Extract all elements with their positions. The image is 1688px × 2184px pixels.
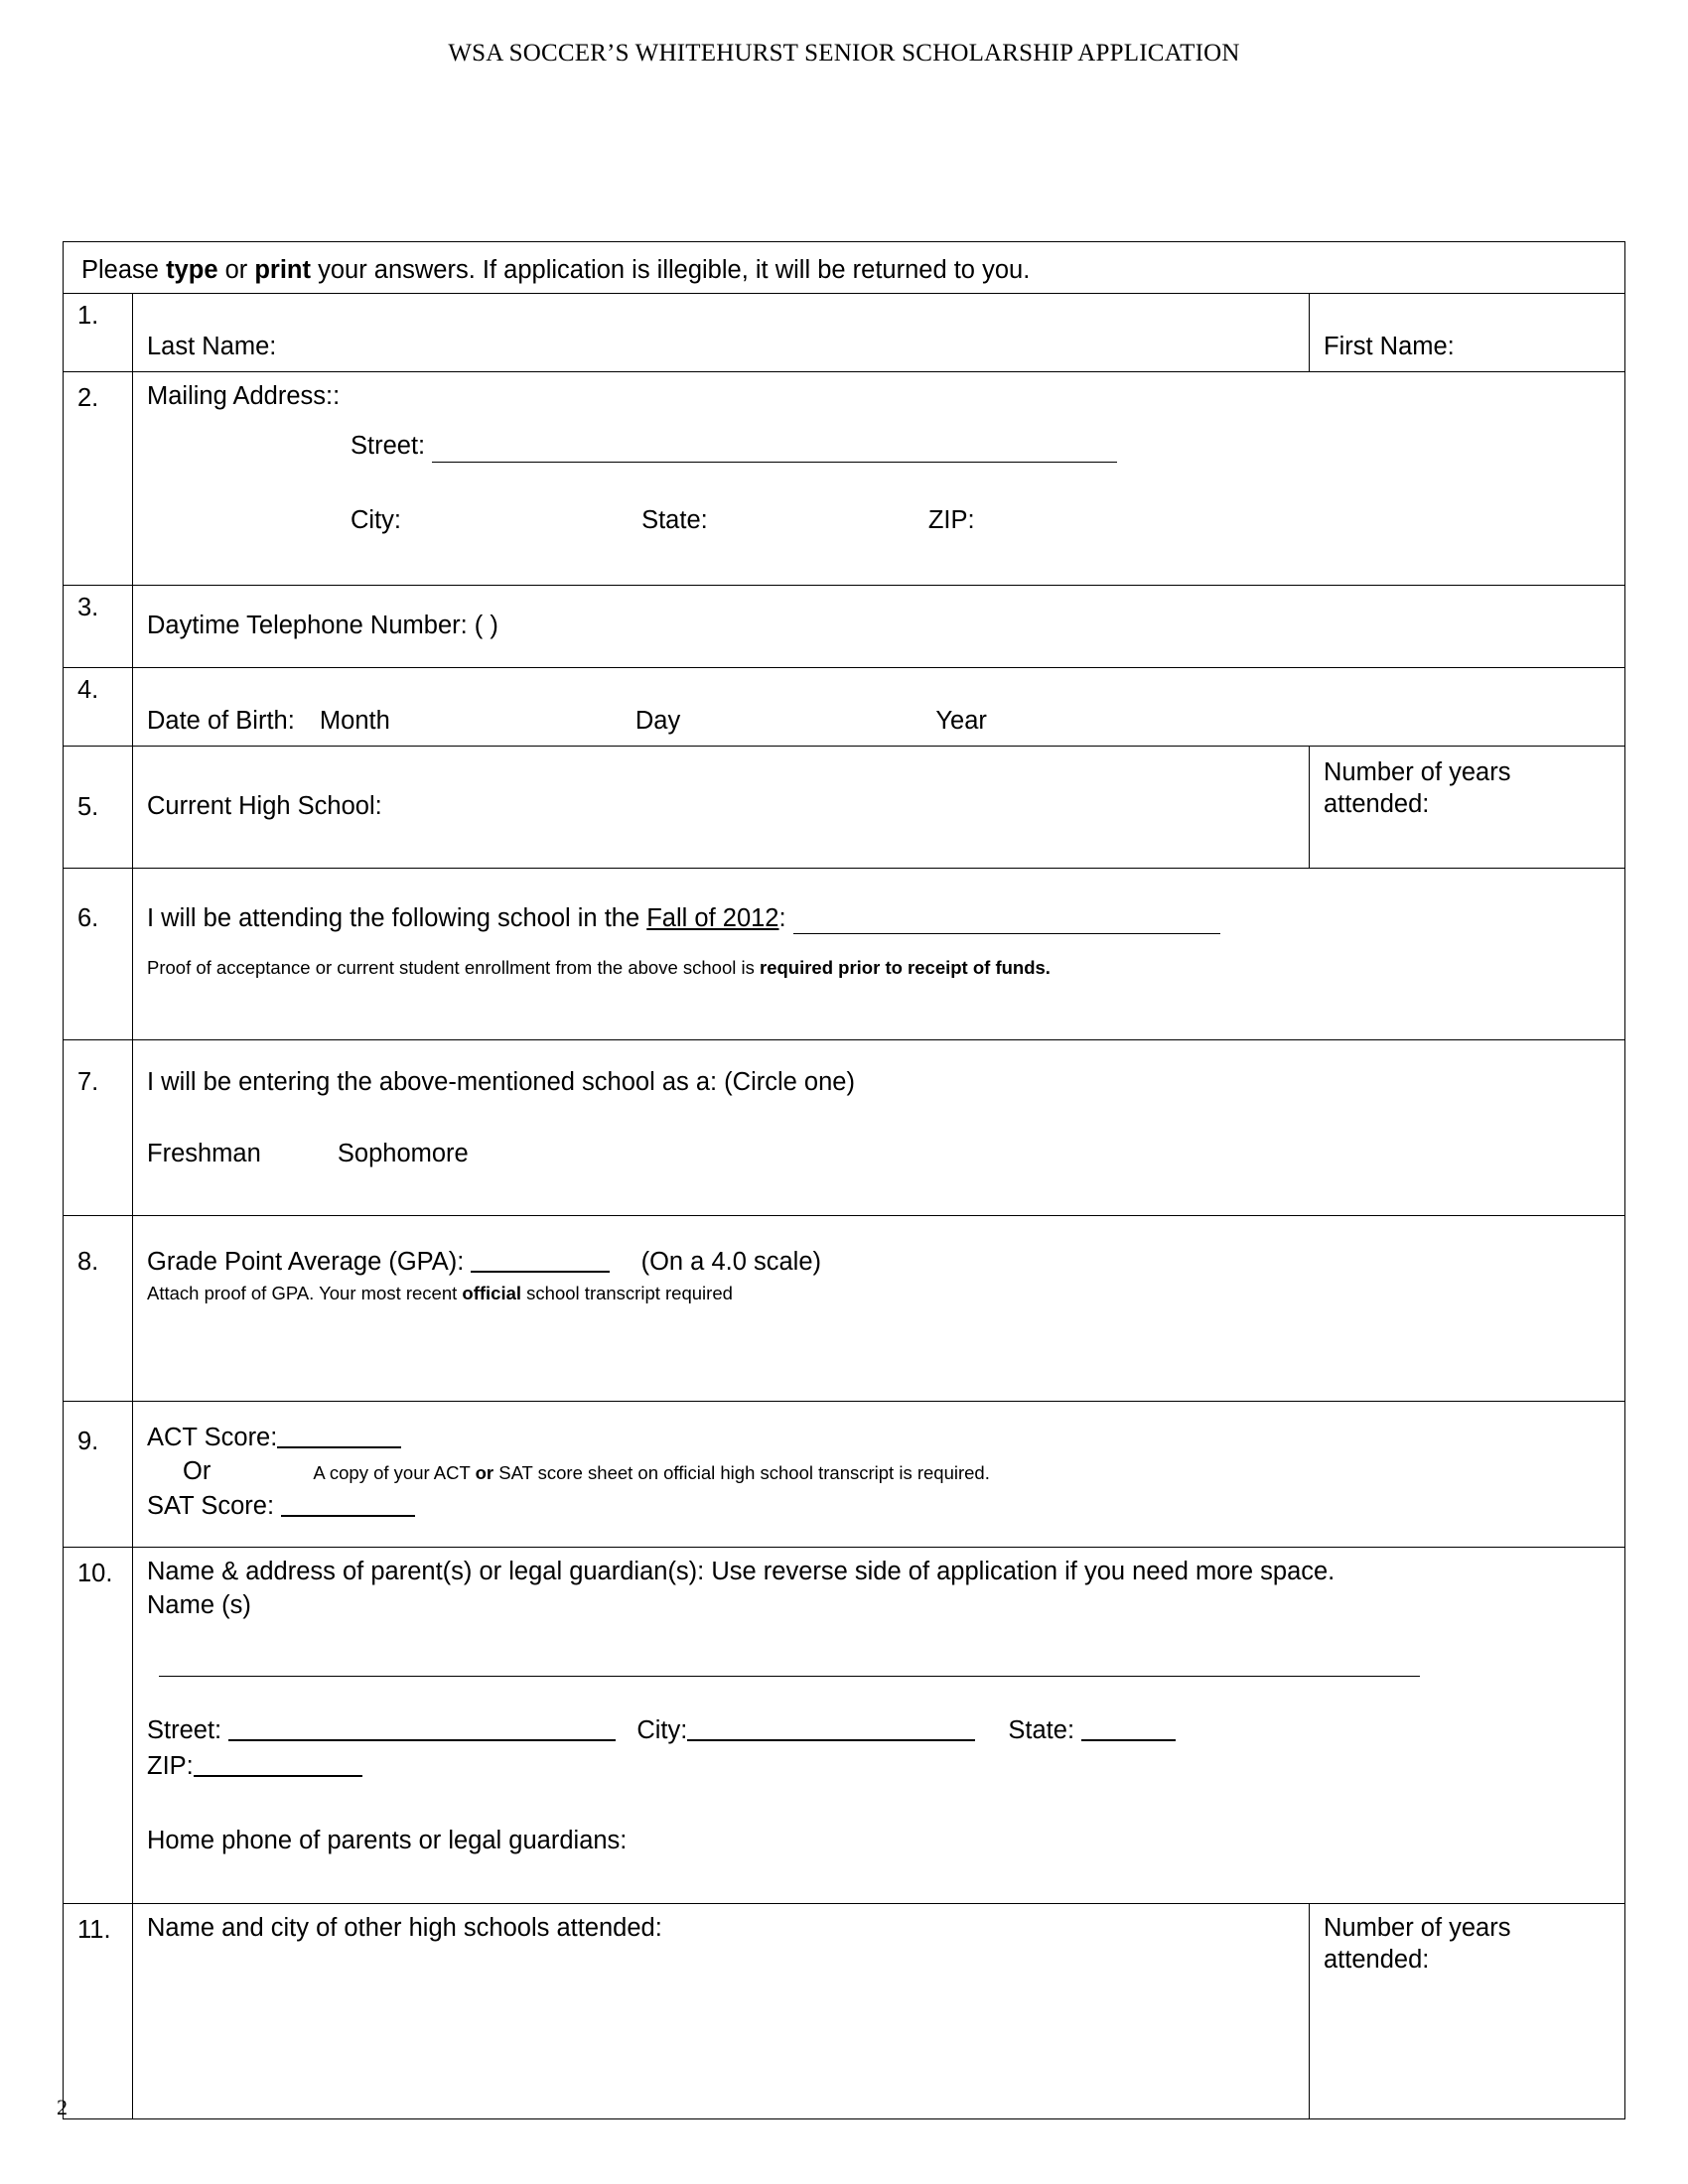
- zip-label: ZIP:: [927, 505, 975, 534]
- gpa-note-bold: official: [462, 1283, 522, 1304]
- intro-text-bold-type: type: [166, 256, 218, 284]
- parents-city-input-line[interactable]: [687, 1739, 975, 1741]
- other-high-schools-label: Name and city of other high schools attended:: [147, 1913, 662, 1942]
- current-high-school-field[interactable]: [133, 746, 1310, 868]
- table-row-test-scores: [64, 1401, 1625, 1547]
- attending-school-term: Fall of 2012: [646, 903, 779, 932]
- attending-school-text-before: I will be attending the following school in the: [147, 903, 647, 932]
- years-attended-field-5[interactable]: [1310, 746, 1625, 868]
- table-row-entering-as: [64, 1039, 1625, 1215]
- form-table: [63, 241, 1625, 2119]
- first-name-label: First Name:: [1324, 333, 1455, 360]
- row-number-9: 9.: [64, 1401, 133, 1547]
- telephone-field[interactable]: [133, 585, 1625, 667]
- gpa-note-part1: Attach proof of GPA. Your most recent: [147, 1283, 463, 1304]
- last-name-label: Last Name:: [147, 333, 277, 360]
- first-name-field[interactable]: [1310, 293, 1625, 371]
- intro-cell: [64, 242, 1625, 294]
- city-label: City:: [351, 505, 401, 534]
- table-row-last-first-name: [64, 293, 1625, 371]
- application-form: [63, 241, 1625, 2119]
- parents-zip-input-line[interactable]: [194, 1775, 362, 1777]
- intro-text-part3: your answers. If application is illegible, it will be returned to you.: [311, 256, 1031, 284]
- row-number-1: 1.: [64, 293, 133, 371]
- table-row-gpa: [64, 1215, 1625, 1401]
- parents-phone-label[interactable]: Home phone of parents or legal guardians:: [147, 1826, 628, 1854]
- form-row-intro: [64, 242, 1625, 294]
- parents-names-label: Name (s): [147, 1591, 251, 1620]
- attending-school-field[interactable]: [133, 868, 1625, 1039]
- row-number-6: 6.: [64, 868, 133, 1039]
- years-attended-field-11[interactable]: [1310, 1903, 1625, 2118]
- parents-state-input-line[interactable]: [1081, 1739, 1176, 1741]
- table-row-current-high-school: [64, 746, 1625, 868]
- years-attended-label-11: Number of years attended:: [1324, 1913, 1511, 1975]
- table-row-other-high-schools: [64, 1903, 1625, 2118]
- parents-names-input-line[interactable]: [159, 1650, 1420, 1677]
- other-high-schools-field[interactable]: [133, 1903, 1310, 2118]
- page-number: 2: [57, 2095, 68, 2119]
- table-row-telephone: [64, 585, 1625, 667]
- parents-street-input-line[interactable]: [228, 1739, 616, 1741]
- act-score-input-line[interactable]: [277, 1446, 401, 1448]
- table-row-parents: [64, 1547, 1625, 1903]
- street-input-line[interactable]: [432, 436, 1117, 463]
- last-name-field[interactable]: [133, 293, 1310, 371]
- entering-as-field[interactable]: [133, 1039, 1625, 1215]
- month-label: Month: [319, 707, 390, 735]
- year-label: Year: [935, 707, 987, 735]
- option-freshman[interactable]: Freshman: [147, 1140, 261, 1168]
- test-scores-note-part2: SAT score sheet on official high school transcript is required.: [493, 1462, 990, 1484]
- attending-school-input-line[interactable]: [793, 908, 1220, 935]
- test-scores-note: [313, 1461, 989, 1485]
- gpa-label-after: (On a 4.0 scale): [640, 1247, 821, 1276]
- sat-score-input-line[interactable]: [281, 1515, 415, 1517]
- parents-field[interactable]: [133, 1547, 1625, 1903]
- intro-text-bold-print: print: [254, 256, 311, 284]
- date-of-birth-label: Date of Birth:: [147, 707, 295, 735]
- row-number-5: 5.: [64, 746, 133, 868]
- page-title: WSA SOCCER’S WHITEHURST SENIOR SCHOLARSHIP APPLICATION: [448, 40, 1240, 67]
- row-number-10: 10.: [64, 1547, 133, 1903]
- option-sophomore[interactable]: Sophomore: [337, 1140, 469, 1168]
- row-number-2: 2.: [64, 371, 133, 585]
- attending-school-text-after: :: [778, 903, 786, 932]
- act-score-label: ACT Score:: [147, 1423, 278, 1451]
- parents-label: Name & address of parent(s) or legal guardian(s): Use reverse side of application if you need more space.: [147, 1557, 1336, 1585]
- gpa-field[interactable]: [133, 1215, 1625, 1401]
- entering-as-label: I will be entering the above-mentioned school as a: (Circle one): [147, 1067, 855, 1096]
- table-row-date-of-birth: [64, 667, 1625, 746]
- gpa-label-before: Grade Point Average (GPA):: [147, 1247, 472, 1276]
- parents-street-label: Street:: [147, 1715, 222, 1744]
- attending-school-note-part1: Proof of acceptance or current student enrollment from the above school is: [147, 957, 760, 979]
- table-row-mailing-address: [64, 371, 1625, 585]
- row-number-11: 11.: [64, 1903, 133, 2118]
- state-label: State:: [641, 505, 708, 534]
- parents-state-label: State:: [1008, 1715, 1075, 1744]
- row-number-3: 3.: [64, 585, 133, 667]
- date-of-birth-field[interactable]: [133, 667, 1625, 746]
- mailing-address-field[interactable]: [133, 371, 1625, 585]
- or-label: Or: [183, 1457, 211, 1486]
- years-attended-label-5: Number of years attended:: [1324, 757, 1511, 819]
- telephone-label: Daytime Telephone Number: ( ): [147, 612, 498, 640]
- parents-zip-label: ZIP:: [147, 1752, 194, 1781]
- intro-text-part2: or: [217, 256, 255, 284]
- sat-score-label: SAT Score:: [147, 1491, 275, 1520]
- test-scores-note-part1: A copy of your ACT: [313, 1462, 476, 1484]
- day-label: Day: [634, 707, 681, 735]
- gpa-input-line[interactable]: [471, 1271, 610, 1273]
- intro-text-part1: Please: [81, 256, 167, 284]
- row-number-4: 4.: [64, 667, 133, 746]
- street-label: Street:: [351, 432, 426, 461]
- parents-city-label: City:: [636, 1715, 688, 1744]
- mailing-address-label: Mailing Address::: [147, 381, 341, 410]
- attending-school-note-bold: required prior to receipt of funds.: [760, 957, 1051, 979]
- current-high-school-label: Current High School:: [147, 792, 382, 821]
- table-row-attending-school: [64, 868, 1625, 1039]
- row-number-8: 8.: [64, 1215, 133, 1401]
- gpa-note-part2: school transcript required: [521, 1283, 733, 1304]
- test-scores-note-bold: or: [475, 1462, 494, 1484]
- test-scores-field[interactable]: [133, 1401, 1625, 1547]
- row-number-7: 7.: [64, 1039, 133, 1215]
